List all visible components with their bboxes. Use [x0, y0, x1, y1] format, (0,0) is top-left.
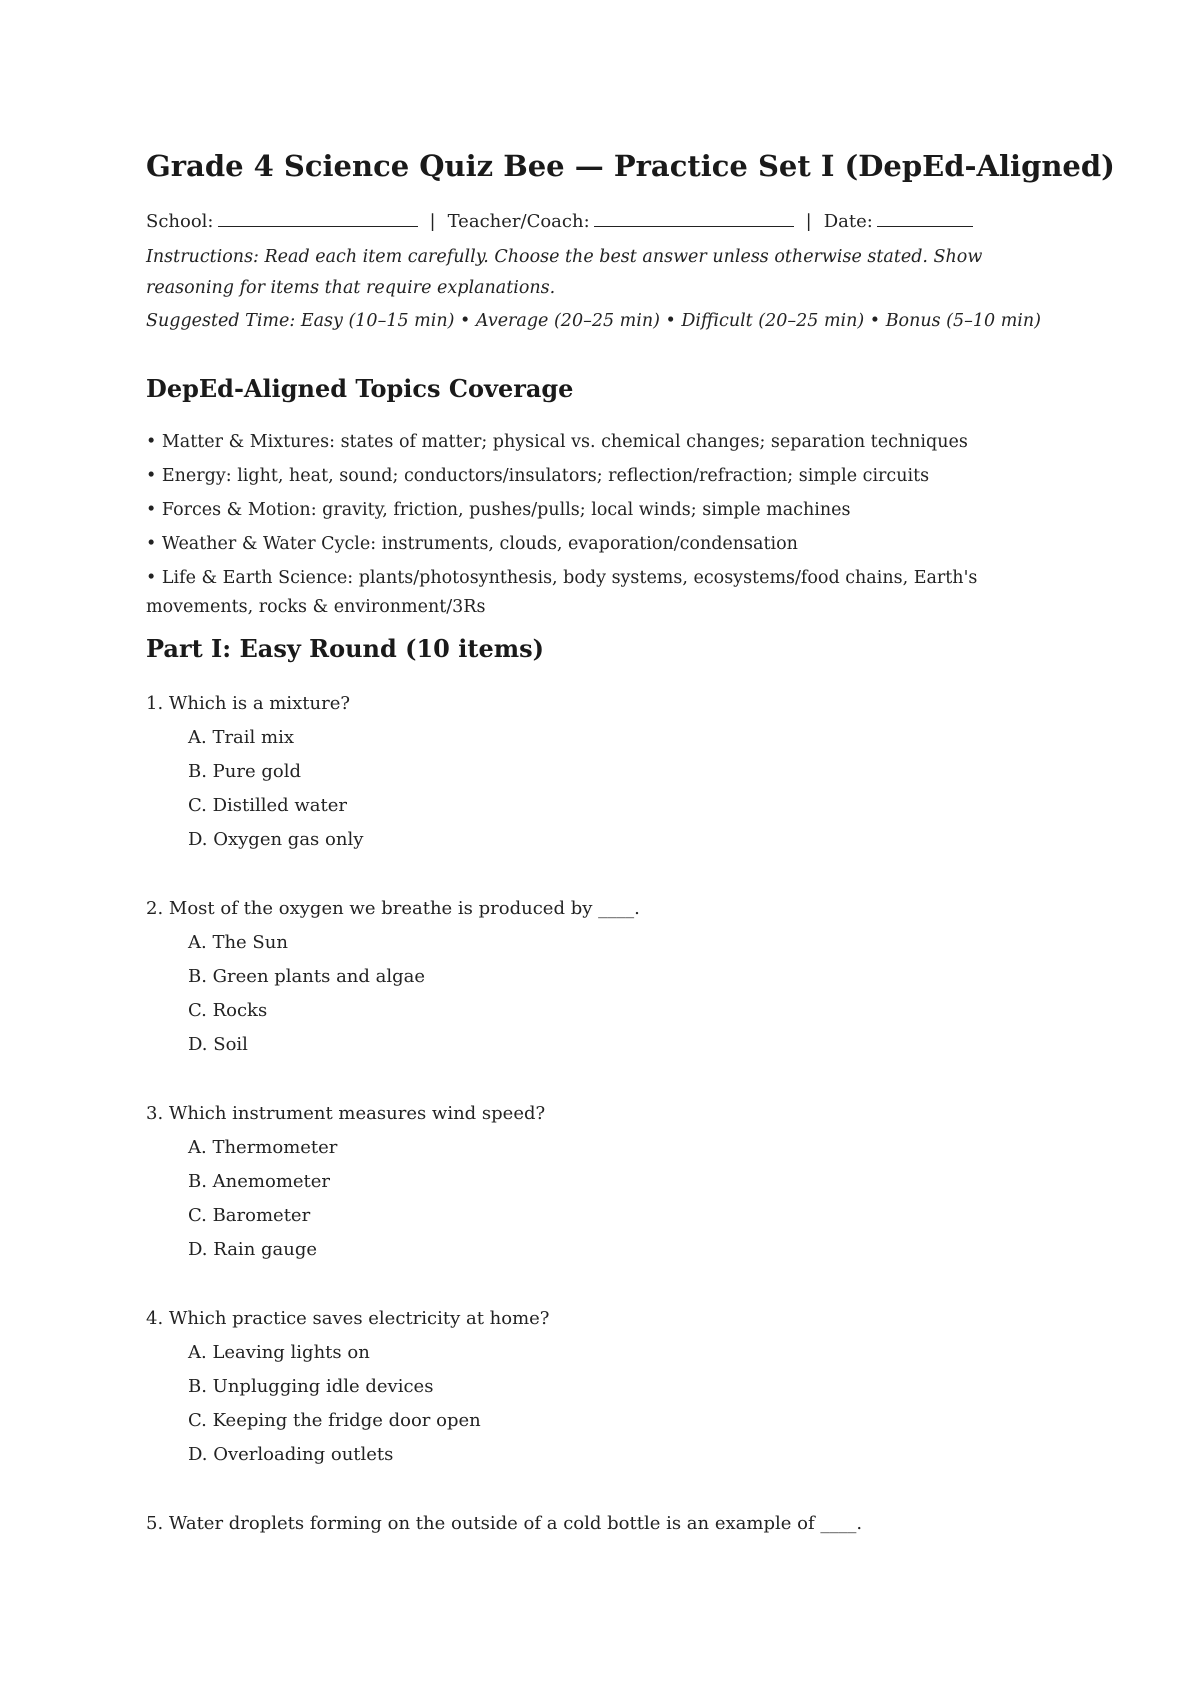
instructions: Instructions: Read each item carefully. Choose the best answer unless otherwise stated. Show reasoning for items that require explanations. — [146, 247, 983, 298]
answer-option: C. Keeping the fridge door open — [188, 1410, 481, 1431]
answer-option: B. Anemometer — [188, 1171, 331, 1192]
date-label: Date: — [823, 211, 873, 232]
answer-option: C. Rocks — [188, 1000, 268, 1021]
answer-option: A. Trail mix — [188, 727, 294, 748]
answer-option: D. Overloading outlets — [188, 1444, 394, 1465]
answer-option: D. Rain gauge — [188, 1239, 318, 1260]
question-stem: 3. Which instrument measures wind speed? — [146, 1103, 546, 1124]
list-item: • Matter & Mixtures: states of matter; physical vs. chemical changes; separation techniques — [146, 432, 968, 452]
header-fields — [146, 208, 973, 235]
school-label: School: — [146, 211, 214, 232]
suggested-time: Suggested Time: Easy (10–15 min) • Average (20–25 min) • Difficult (20–25 min) • Bonus (5–10 min) — [146, 311, 1042, 331]
answer-option: C. Distilled water — [188, 795, 348, 816]
answer-option: C. Barometer — [188, 1205, 311, 1226]
list-item: • Life & Earth Science: plants/photosynthesis, body systems, ecosystems/food chains, Earth's movements, rocks & environment/3Rs — [146, 568, 978, 617]
topics-list — [146, 428, 1046, 627]
part1-heading: Part I: Easy Round (10 items) — [146, 634, 544, 663]
question-stem: 1. Which is a mixture? — [146, 693, 351, 714]
answer-option: A. Thermometer — [188, 1137, 338, 1158]
answer-option: A. Leaving lights on — [188, 1342, 370, 1363]
answer-option: B. Unplugging idle devices — [188, 1376, 434, 1397]
answer-option: A. The Sun — [188, 932, 288, 953]
teacher-label: Teacher/Coach: — [447, 211, 590, 232]
topics-heading: DepEd-Aligned Topics Coverage — [146, 374, 574, 403]
answer-option: D. Oxygen gas only — [188, 829, 364, 850]
question-stem: 2. Most of the oxygen we breathe is produced by ____. — [146, 898, 640, 919]
school-blank — [218, 208, 418, 227]
document-title: Grade 4 Science Quiz Bee — Practice Set I (DepEd-Aligned) — [146, 149, 1115, 183]
separator: | — [429, 211, 436, 232]
list-item: • Weather & Water Cycle: instruments, clouds, evaporation/condensation — [146, 534, 798, 554]
answer-option: B. Green plants and algae — [188, 966, 426, 987]
date-blank — [877, 208, 973, 227]
answer-option: B. Pure gold — [188, 761, 301, 782]
question-3 — [146, 1100, 1046, 1270]
question-2 — [146, 895, 1046, 1065]
question-stem: 4. Which practice saves electricity at home? — [146, 1308, 550, 1329]
list-item: • Energy: light, heat, sound; conductors/insulators; reflection/refraction; simple circuits — [146, 466, 930, 486]
question-stem: 5. Water droplets forming on the outside of a cold bottle is an example of ____. — [146, 1513, 863, 1534]
list-item: • Forces & Motion: gravity, friction, pushes/pulls; local winds; simple machines — [146, 500, 851, 520]
question-5 — [146, 1510, 1046, 1544]
separator: | — [805, 211, 812, 232]
teacher-blank — [594, 208, 794, 227]
question-1 — [146, 690, 1046, 860]
answer-option: D. Soil — [188, 1034, 248, 1055]
question-4 — [146, 1305, 1046, 1475]
